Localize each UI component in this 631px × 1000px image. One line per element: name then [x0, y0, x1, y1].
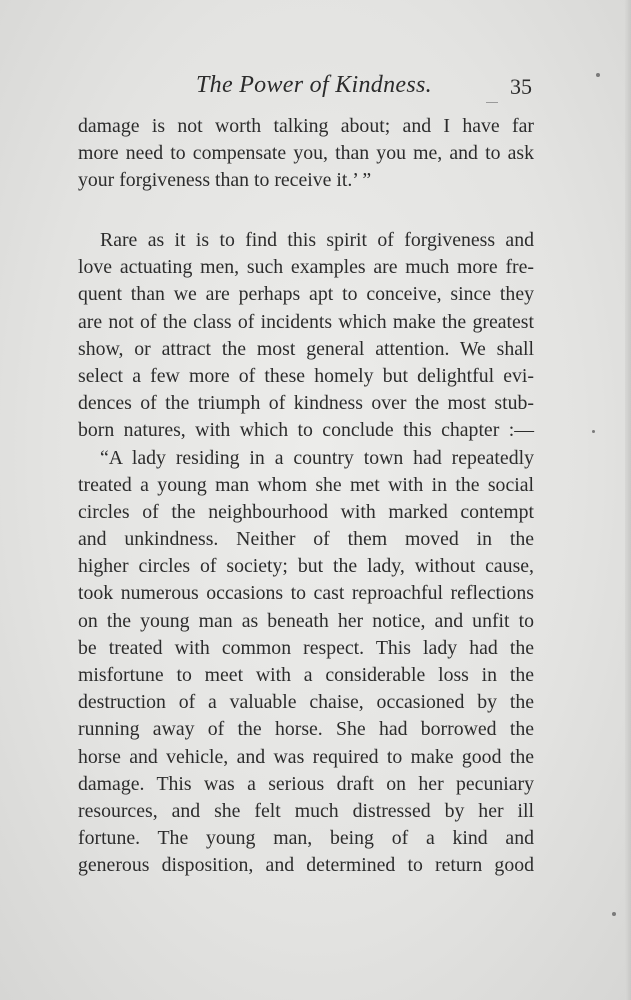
text-line: be treated with common respect. This lady had the — [78, 636, 534, 659]
text-line: and unkindness. Neither of them moved in the — [78, 528, 534, 551]
text-line: higher circles of society; but the lady, without cause, — [78, 555, 534, 578]
text-line: damage is not worth talking about; and I have far — [78, 115, 534, 137]
text-line: treated a young man whom she met with in the social — [78, 473, 534, 496]
page-edge — [625, 0, 631, 1000]
text-line: show, or attract the most general attention. We shall — [78, 337, 534, 360]
text-line: destruction of a valuable chaise, occasioned by the — [78, 691, 534, 714]
paragraph-continuation — [78, 113, 534, 195]
text-line: on the young man as beneath her notice, and unfit to — [78, 609, 534, 632]
text-line: resources, and she felt much distressed by her ill — [78, 799, 534, 822]
text-line: running away of the horse. She had borrowed the — [78, 718, 534, 741]
paper-speck — [486, 102, 498, 103]
text-line: your forgiveness than to receive it.’ ” — [78, 169, 372, 192]
text-line: dences of the triumph of kindness over the most stub- — [78, 392, 534, 415]
text-line: horse and vehicle, and was required to make good the — [78, 745, 534, 768]
text-line: select a few more of these homely but delightful evi- — [78, 364, 534, 387]
text-line: took numerous occasions to cast reproachful reflections — [78, 582, 534, 605]
text-line: damage. This was a serious draft on her pecuniary — [78, 772, 534, 795]
text-line: are not of the class of incidents which make the greatest — [78, 310, 534, 333]
text-line: more need to compensate you, than you me, and to ask — [78, 142, 534, 165]
text-line: love actuating men, such examples are much more fre- — [78, 256, 534, 279]
text-line: “A lady residing in a country town had repeatedly — [100, 446, 534, 469]
page-number: 35 — [510, 74, 532, 99]
text-line: generous disposition, and determined to return good — [78, 854, 534, 877]
page-header — [78, 70, 536, 106]
text-line: fortune. The young man, being of a kind and — [78, 827, 534, 850]
text-line: misfortune to meet with a considerable loss in the — [78, 664, 534, 686]
paper-speck — [596, 73, 600, 77]
text-line: quent than we are perhaps apt to conceive, since they — [78, 283, 534, 306]
paragraph-main — [78, 227, 534, 880]
text-line: born natures, with which to conclude this chapter :— — [78, 419, 534, 442]
text-line: Rare as it is to find this spirit of forgiveness and — [100, 229, 534, 251]
text-line: circles of the neighbourhood with marked contempt — [78, 500, 534, 523]
paper-speck — [592, 430, 595, 433]
paper-speck — [612, 912, 616, 916]
running-title: The Power of Kindness. — [196, 72, 432, 98]
